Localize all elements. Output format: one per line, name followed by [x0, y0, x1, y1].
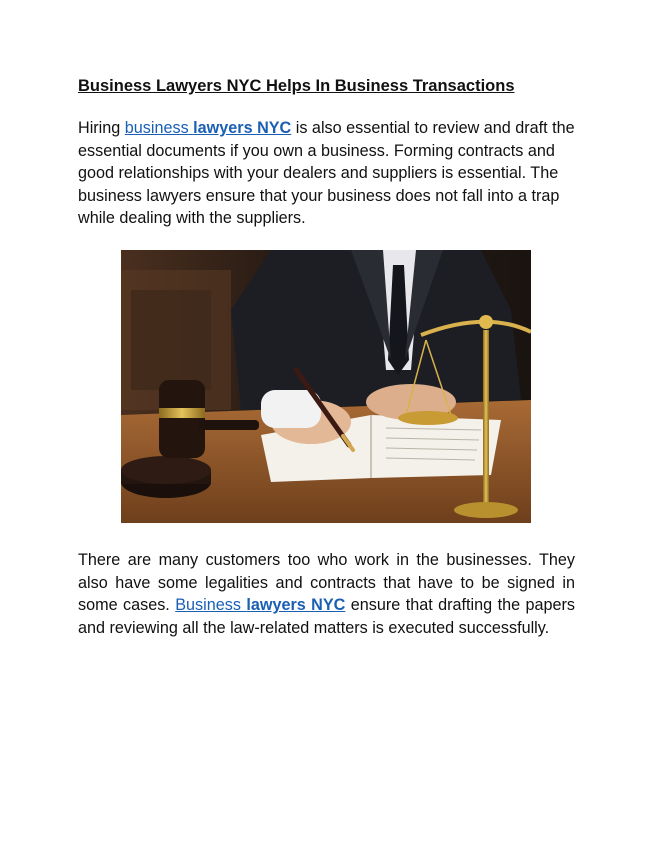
business-lawyers-link[interactable]	[125, 119, 291, 137]
link-text-plain: Business	[175, 596, 247, 615]
closing-text-before: There are many customers too who work in the businesses. They also have some legalities and contracts that have to be signed in some cases.	[78, 551, 575, 615]
intro-text-before: Hiring	[78, 119, 125, 137]
business-lawyers-link-2[interactable]	[175, 596, 345, 614]
link-text-bold: lawyers NYC	[193, 119, 292, 137]
lawyer-photo	[121, 250, 531, 523]
page-title: Business Lawyers NYC Helps In Business Transactions	[78, 77, 515, 95]
closing-paragraph	[78, 549, 575, 639]
closing-text-after: ensure that drafting the papers and reviewing all the law-related matters is executed successfully.	[78, 596, 576, 637]
link-text-plain: business	[124, 119, 194, 137]
lawyer-photo-illustration	[121, 250, 531, 523]
intro-paragraph	[78, 117, 575, 230]
link-text-bold: lawyers NYC	[246, 596, 346, 615]
intro-text-after: is also essential to review and draft the essential documents if you own a business. Forming contracts and good relationships with your dealers and suppliers is essential. The business lawyers ensure that your business does not fall into a trap while dealing with the suppliers.	[78, 119, 575, 228]
